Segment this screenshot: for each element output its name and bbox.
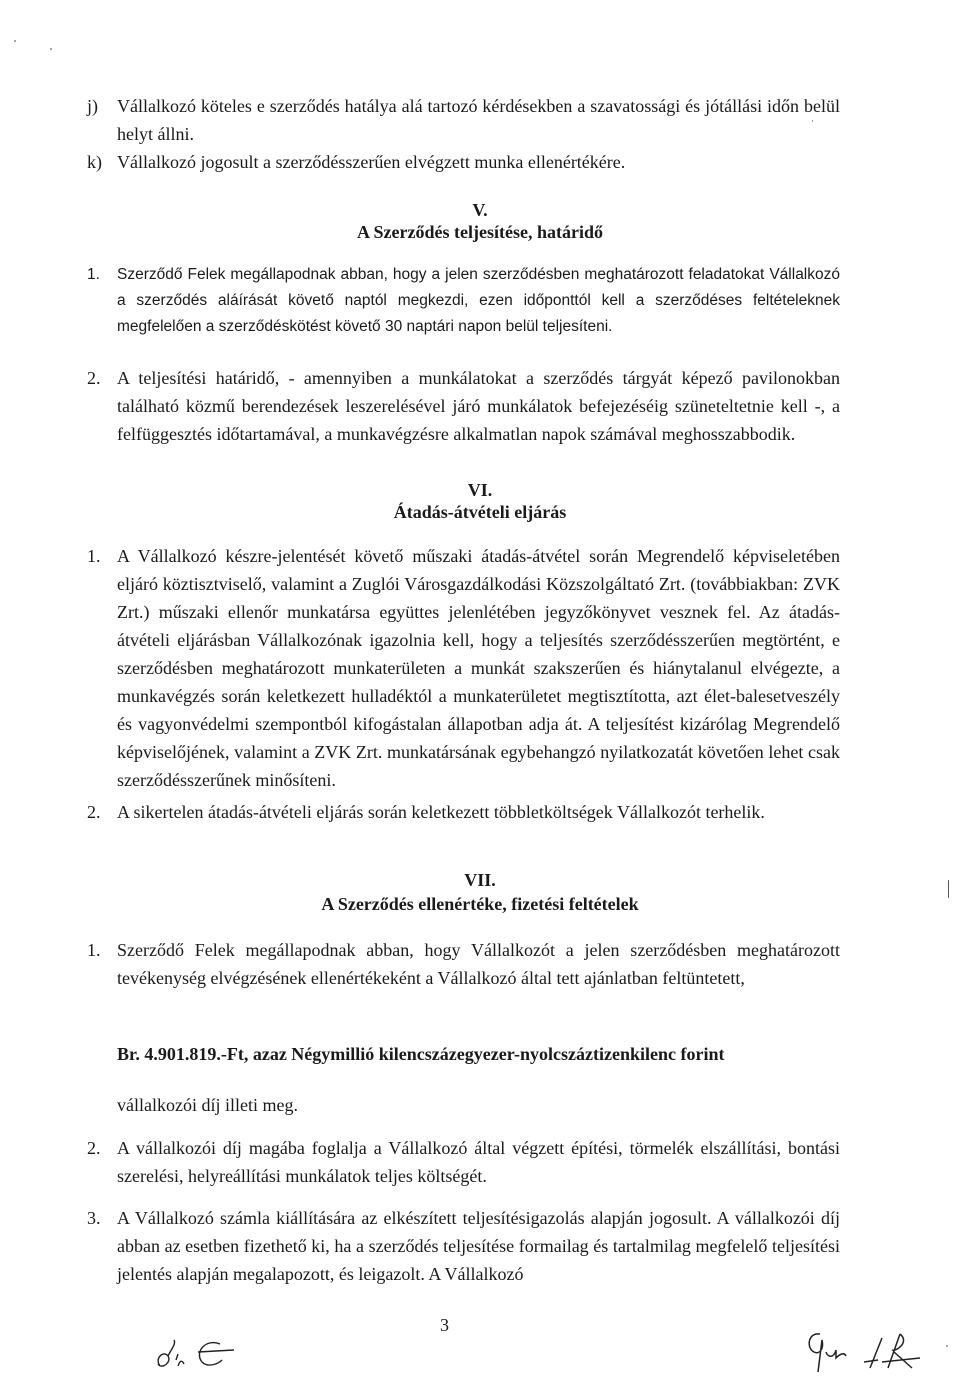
item-text: A vállalkozói díj magába foglalja a Vállalkozó által végzett építési, törmelék elszállítási, bontási szerelési, helyreállítási munkálatok teljes költségét. bbox=[117, 1138, 840, 1186]
item-marker: 2. bbox=[87, 802, 101, 822]
section6-item-2 bbox=[87, 798, 840, 826]
contract-amount bbox=[117, 1044, 857, 1065]
section5-item-2 bbox=[87, 364, 840, 448]
item-text: Vállalkozó köteles e szerződés hatálya alá tartozó kérdésekben a szavatossági és jótállási időn belül helyt állni. bbox=[117, 96, 840, 144]
item-marker: j) bbox=[87, 96, 98, 116]
amount-continuation: vállalkozói díj illeti meg. bbox=[117, 1095, 298, 1115]
scan-speck bbox=[50, 48, 52, 50]
scan-speck bbox=[946, 1345, 948, 1347]
item-text: A Vállalkozó készre-jelentését követő műszaki átadás-átvétel során Megrendelő képviseletében eljáró köztisztviselő, valamint a Zuglói Városgazdálkodási Közszolgáltató Zrt. (továbbiakban: ZVK Zrt.) műszaki ellenőr munkatársa együttes jelenlétében jegyzőkönyvet vesznek fel. Az átadás-átvételi eljárásban Vállalkozónak igazolnia kell, hogy a teljesítés szerződésszerűen megtörtént, e szerződésben meghatározott munkaterületen a munkát szakszerűen és hiánytalanul elvégezte, a munkavégzés során keletkezett hulladéktól a munkaterületet megtisztította, azt élet-balesetveszély és vagyonvédelmi szempontból kifogástalan állapotban adja át. A teljesítést kizárólag Megrendelő képviselőjének, valamint a ZVK Zrt. munkatársának egybehangzó nyilatkozatát követően lehet csak szerződésszerűnek minősíteni. bbox=[117, 546, 840, 790]
signature-initials-left bbox=[150, 1330, 240, 1374]
item-marker: 1. bbox=[87, 940, 101, 960]
item-text: Szerződő Felek megállapodnak abban, hogy a jelen szerződésben meghatározott feladatokat Vállalkozó a szerződés aláírását követő naptól megkezdi, ezen időponttól kell a szerződéses feltételeknek megfelelően a szerződéskötést követő 30 naptári napon belül teljesíteni. bbox=[117, 266, 840, 335]
item-text: Vállalkozó jogosult a szerződésszerűen elvégzett munka ellenértékére. bbox=[117, 152, 626, 172]
amount-text: Br. 4.901.819.-Ft, azaz Négymillió kilencszázegyezer-nyolcszáztizenkilenc forint bbox=[117, 1044, 725, 1064]
item-text: A teljesítési határidő, - amennyiben a munkálatokat a szerződés tárgyát képező pavilonokban található közmű berendezések leszerelésével járó munkálatok befejezéséig szüneteltetnie kell -, a felfüggesztés időtartamával, a munkavégzésre alkalmatlan napok számával meghosszabbodik. bbox=[117, 368, 840, 444]
section-number: V. bbox=[472, 200, 488, 220]
item-marker: 1. bbox=[87, 546, 101, 566]
list-item-j bbox=[87, 92, 840, 148]
section-title: A Szerződés teljesítése, határidő bbox=[357, 222, 603, 242]
section-title: A Szerződés ellenértéke, fizetési feltételek bbox=[321, 894, 639, 914]
section-number: VI. bbox=[467, 480, 493, 500]
item-marker: 3. bbox=[87, 1208, 101, 1228]
scan-speck bbox=[812, 120, 813, 122]
section-number: VII. bbox=[464, 870, 496, 890]
section5-item-1 bbox=[87, 262, 840, 340]
item-text: Szerződő Felek megállapodnak abban, hogy Vállalkozót a jelen szerződésben meghatározott tevékenység elvégzésének ellenértékeként a Vállalkozó által tett ajánlatban feltüntetett, bbox=[117, 940, 840, 988]
list-item-k bbox=[87, 148, 840, 176]
item-marker: 2. bbox=[87, 1138, 101, 1158]
section7-item-1 bbox=[87, 936, 840, 992]
scan-speck bbox=[14, 40, 16, 42]
section6-item-1 bbox=[87, 542, 840, 794]
section7-item-3 bbox=[87, 1204, 840, 1288]
section7-item-2 bbox=[87, 1134, 840, 1190]
item-marker: 2. bbox=[87, 368, 101, 388]
item-text: A Vállalkozó számla kiállítására az elkészített teljesítésigazolás alapján jogosult. A vállalkozói díj abban az esetben fizethető ki, ha a szerződés teljesítése formailag és tartalmilag megfelelő teljesítési jelentés alapján megalapozott, és leigazolt. A Vállalkozó bbox=[117, 1208, 840, 1284]
item-marker: k) bbox=[87, 152, 102, 172]
item-text: A sikertelen átadás-átvételi eljárás során keletkezett többletköltségek Vállalkozót terhelik. bbox=[117, 802, 765, 822]
item-marker: 1. bbox=[87, 266, 100, 283]
section-title: Átadás-átvételi eljárás bbox=[393, 502, 567, 522]
page-number: 3 bbox=[440, 1315, 449, 1335]
scan-edge-mark bbox=[948, 880, 949, 898]
signature-initials-right bbox=[800, 1322, 930, 1378]
